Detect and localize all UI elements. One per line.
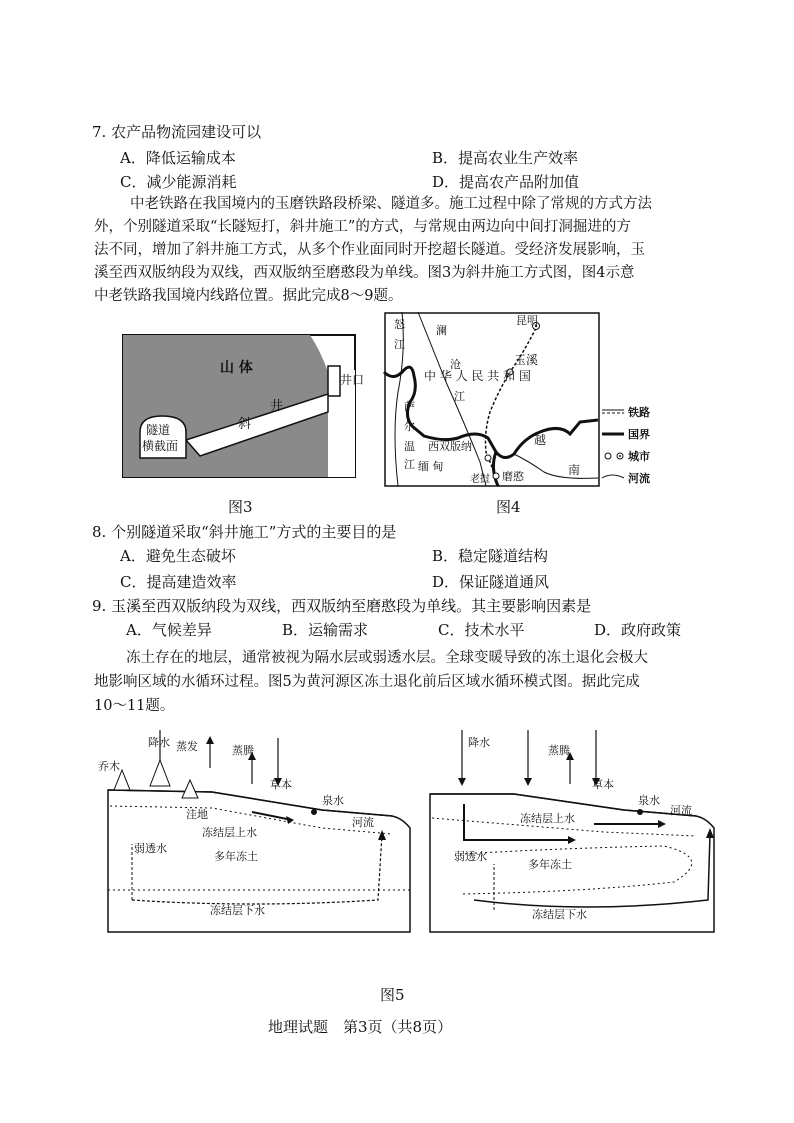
figure-5-caption: 图5 — [380, 986, 405, 1004]
q7-option-c: C．减少能源消耗 — [120, 173, 237, 191]
fig4-legend-city: 城市 — [628, 450, 650, 463]
fig5-left-spring: 泉水 — [322, 794, 344, 807]
q7-option-d: D．提高农产品附加值 — [432, 173, 580, 191]
fig5-right-spring: 泉水 — [638, 794, 660, 807]
figure-3-caption: 图3 — [228, 498, 253, 516]
fig4-lancang-label: 沧 — [450, 358, 461, 371]
fig4-legend-railway: 铁路 — [628, 406, 650, 419]
q9-option-a: A．气候差异 — [126, 621, 212, 639]
passage2-line: 冻土存在的地层，通常被视为隔水层或弱透水层。全球变暖导致的冻土退化会极大 — [126, 650, 648, 666]
q8-option-b: B．稳定隧道结构 — [432, 547, 549, 565]
q7-option-b: B．提高农业生产效率 — [432, 149, 579, 167]
q9-option-c: C．技术水平 — [438, 621, 525, 639]
fig3-tunnel-label-1: 隧道 — [146, 423, 171, 437]
fig4-yuxi-label: 玉溪 — [514, 353, 539, 367]
fig4-nujiang-label: 江 — [394, 338, 405, 351]
q9-option-b: B．运输需求 — [282, 621, 369, 639]
fig5-left-weak: 弱透水 — [134, 842, 167, 855]
fig5-left-river: 河流 — [352, 816, 374, 829]
fig3-tunnel-label-2: 横截面 — [142, 439, 179, 453]
passage1-line: 中老铁路在我国境内的玉磨铁路段桥梁、隧道多。施工过程中除了常规的方式方法 — [130, 196, 652, 212]
fig5-left-grass: 草本 — [270, 778, 292, 791]
fig5-right-sub: 冻结层下水 — [532, 908, 587, 921]
fig4-salween-label: 尔 — [404, 420, 415, 433]
fig5-left-evap: 蒸发 — [176, 740, 198, 753]
q8-option-d: D．保证隧道通风 — [432, 573, 550, 591]
passage1-line: 溪至西双版纳段为双线，西双版纳至磨憨段为单线。图3为斜井施工方式图，图4示意 — [94, 265, 635, 281]
fig3-incline-label-2: 斜 — [238, 417, 252, 432]
fig5-left-tree: 乔木 — [98, 760, 120, 773]
fig4-xishuangbanna-label: 西双版纳 — [428, 440, 472, 453]
q8-option-a: A．避免生态破坏 — [120, 547, 236, 565]
fig4-nujiang-label: 怒 — [394, 318, 405, 331]
fig4-vietnam-label: 越 — [534, 433, 547, 447]
figure-5-before-degradation — [92, 724, 422, 936]
figure-4-railway-map — [384, 312, 668, 488]
fig4-vietnam-label: 南 — [568, 463, 581, 477]
fig5-left-permafrost: 多年冻土 — [214, 850, 258, 863]
figure-4-caption: 图4 — [496, 498, 521, 516]
passage1-line: 中老铁路我国境内线路位置。据此完成8～9题。 — [94, 288, 403, 304]
fig5-left-supra: 冻结层上水 — [202, 826, 257, 839]
fig4-salween-label: 萨 — [404, 400, 415, 413]
fig5-right-precip: 降水 — [468, 736, 490, 749]
fig5-right-river: 河流 — [670, 804, 692, 817]
fig4-legend-river: 河流 — [628, 472, 650, 485]
passage2-line: 10～11题。 — [94, 698, 175, 714]
page-footer: 地理试题 第3页（共8页） — [268, 1018, 453, 1036]
fig4-salween-label: 温 — [404, 440, 415, 453]
passage1-line: 外，个别隧道采取“长隧短打，斜井施工”的方式，与常规由两边向中间打洞掘进的方 — [94, 219, 631, 235]
fig4-kunming-label: 昆明 — [516, 314, 538, 327]
fig5-right-grass: 草本 — [592, 778, 614, 791]
figure-5-after-degradation — [424, 724, 734, 936]
passage2-line: 地影响区域的水循环过程。图5为黄河源区冻土退化前后区域水循环模式图。据此完成 — [94, 674, 640, 690]
q8-option-c: C．提高建造效率 — [120, 573, 237, 591]
fig5-left-sub: 冻结层下水 — [210, 904, 265, 917]
q9-stem: 9. 玉溪至西双版纳段为双线，西双版纳至磨憨段为单线。其主要影响因素是 — [92, 597, 592, 615]
fig3-well-mouth-label: 井口 — [340, 373, 365, 387]
q9-option-d: D．政府政策 — [594, 621, 682, 639]
fig5-left-precip: 降水 — [148, 736, 170, 749]
fig4-mohan-label: 磨憨 — [502, 470, 524, 483]
q7-option-a: A．降低运输成本 — [120, 149, 236, 167]
fig4-salween-label: 江 — [404, 458, 415, 471]
fig5-right-weak: 弱透水 — [454, 850, 487, 863]
fig4-laos-label: 老挝 — [470, 474, 490, 485]
fig3-mountain-label: 山 体 — [220, 360, 253, 376]
passage1-line: 法不同，增加了斜井施工方式，从多个作业面同时开挖超长隧道。受经济发展影响，玉 — [94, 242, 645, 258]
fig3-incline-label-1: 井 — [270, 399, 284, 414]
fig4-lancang-label: 江 — [454, 390, 465, 403]
q8-stem: 8. 个别隧道采取“斜井施工”方式的主要目的是 — [92, 523, 397, 541]
fig4-myanmar-label: 缅 甸 — [418, 460, 444, 473]
fig5-right-supra: 冻结层上水 — [520, 812, 575, 825]
fig4-china-label: 中 华 人 民 共 和 国 — [424, 369, 531, 383]
fig4-lancang-label: 澜 — [436, 324, 447, 337]
fig5-left-evapotrans: 蒸腾 — [232, 744, 254, 757]
fig5-right-permafrost: 多年冻土 — [528, 858, 572, 871]
fig5-left-depression: 洼地 — [186, 808, 208, 821]
fig4-legend-border: 国界 — [628, 428, 650, 441]
q7-stem: 7. 农产品物流园建设可以 — [92, 123, 262, 141]
figure-3-inclined-shaft — [120, 330, 365, 480]
fig5-right-evapotrans: 蒸腾 — [548, 744, 570, 757]
